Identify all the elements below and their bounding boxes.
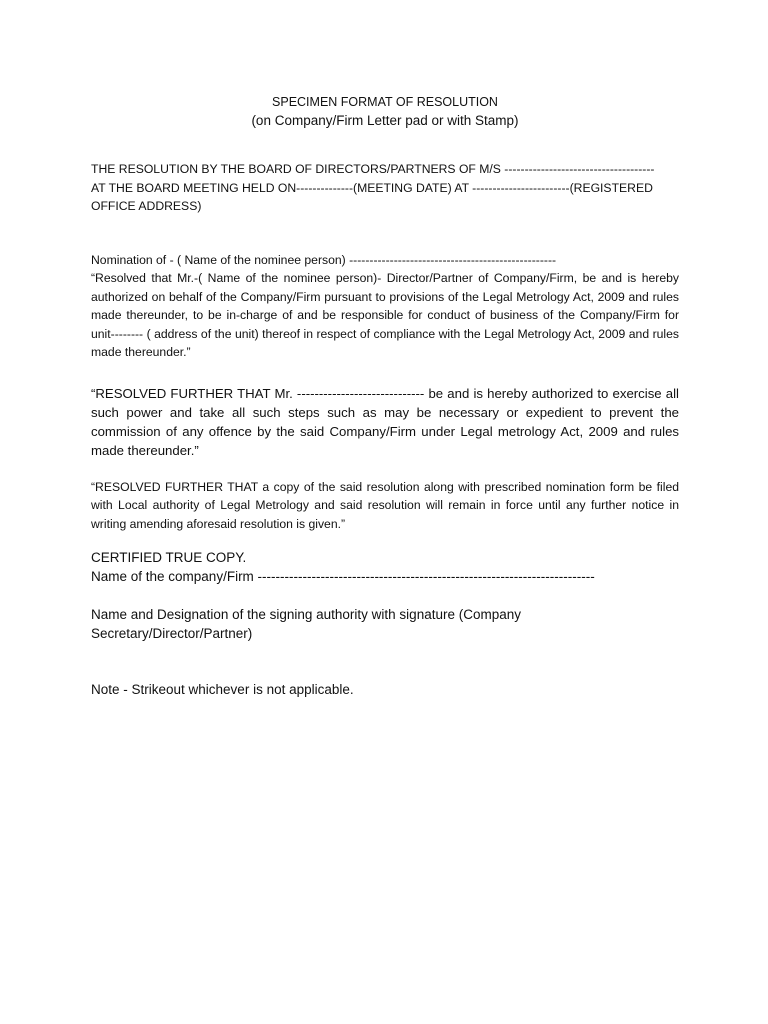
resolved-further-authority-paragraph: “RESOLVED FURTHER THAT Mr. ----------------------------- be and is hereby authorized to exercise all such power and take all such steps such as may be necessary or expedient to prevent the commission of any offence by the said Company/Firm under Legal metrology Act, 2009 and rules made thereunder.” [91, 385, 679, 458]
note-text: Note - Strikeout whichever is not applicable. [91, 682, 354, 697]
nomination-heading: Nomination of - ( Name of the nominee person) --------------------------------------------------- [91, 252, 557, 267]
resolution-document [91, 94, 679, 700]
nomination-section [91, 251, 679, 362]
board-resolution-line-3: OFFICE ADDRESS) [91, 199, 202, 213]
document-subtitle: (on Company/Firm Letter pad or with Stamp) [251, 113, 519, 128]
board-resolution-line-2: AT THE BOARD MEETING HELD ON--------------(MEETING DATE) AT ------------------------(REGISTERED [91, 180, 653, 195]
title-block [91, 94, 679, 130]
company-name-line: Name of the company/Firm --------------------------------------------------------------------------- [91, 568, 595, 584]
certified-label: CERTIFIED TRUE COPY. [91, 550, 247, 565]
board-resolution-paragraph [91, 160, 679, 216]
certified-section [91, 549, 679, 586]
nomination-resolved-text: “Resolved that Mr.-( Name of the nominee person)- Director/Partner of Company/Firm, be and is hereby authorized on behalf of the Company/Firm pursuant to provisions of the Legal Metrology Act, 2009 and rules made thereunder, to be in-charge of and be responsible for conduct of business of the Company/Firm for unit-------- ( address of the unit) thereof in respect of compliance with the Legal Metrology Act, 2009 and rules made thereunder.” [91, 271, 679, 359]
resolved-further-copy-paragraph: “RESOLVED FURTHER THAT a copy of the said resolution along with prescribed nomination form be filed with Local authority of Legal Metrology and said resolution will remain in force until any further notice in writing amending aforesaid resolution is given.” [91, 479, 679, 531]
document-title: SPECIMEN FORMAT OF RESOLUTION [272, 95, 498, 109]
board-resolution-line-1: THE RESOLUTION BY THE BOARD OF DIRECTORS/PARTNERS OF M/S ------------------------------------- [91, 162, 655, 176]
signing-authority-text: Name and Designation of the signing authority with signature (Company Secretary/Director/Partner) [91, 607, 521, 641]
